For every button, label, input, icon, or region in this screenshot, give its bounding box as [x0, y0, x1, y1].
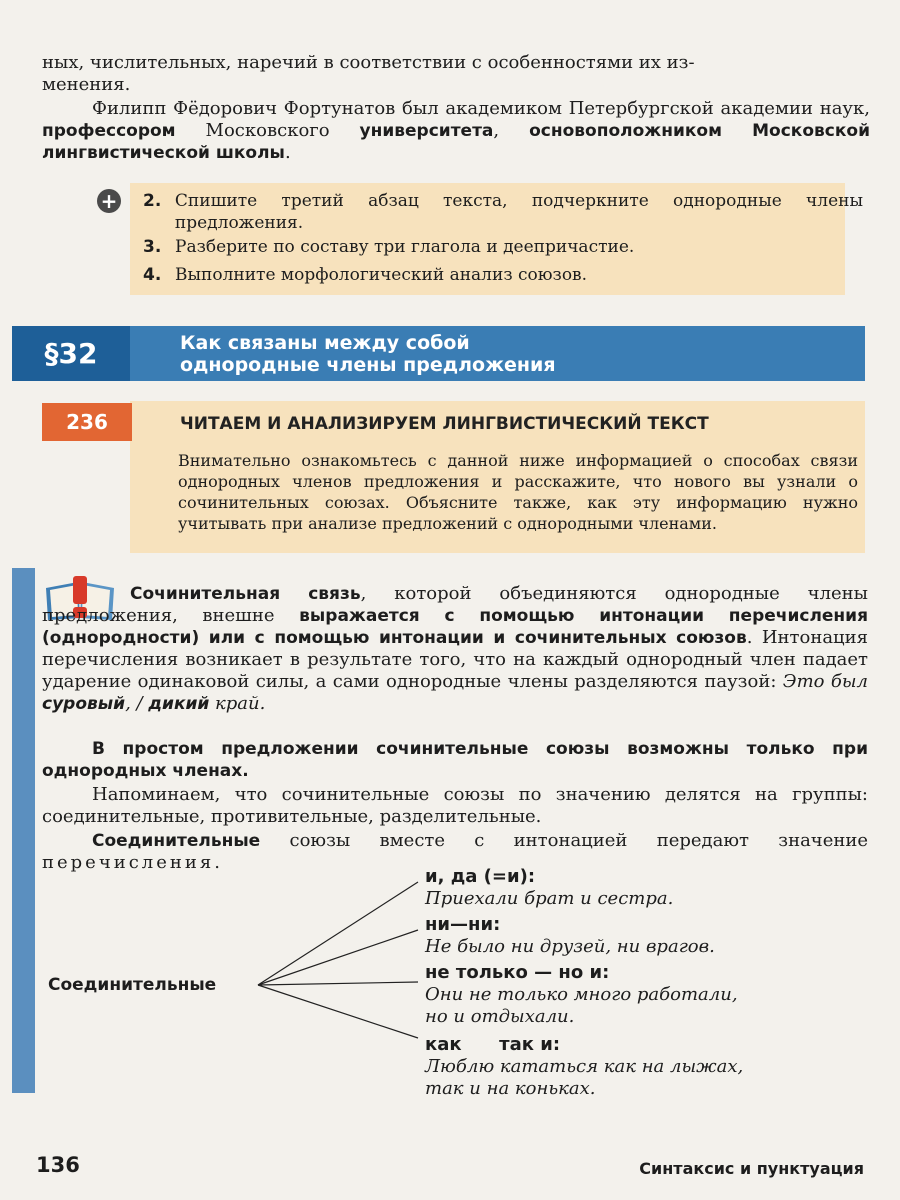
- rule-side-bar: [12, 568, 35, 1093]
- task-item: 2. Спишите третий абзац текста, подчеркните однородные члены предложения.: [143, 191, 863, 233]
- diagram-branch: не только — но и: Они не только много работали, но и отдыхали.: [425, 962, 738, 1027]
- diagram-line: [258, 982, 418, 985]
- diagram-branch: и, да (=и): Приехали брат и сестра.: [425, 866, 674, 909]
- diagram-line: [258, 930, 418, 985]
- section-number: §32: [12, 326, 130, 381]
- rule-paragraph-1: Сочинительная связь, которой объединяются однородные члены предложения, внешне выражается с помощью интонации перечисления (однородности) или с помощью интонации и сочинительных союзов. Интонация перечисления возникает в результате того, что на каждый однородный член падает ударение одинаковой силы, а сами однородные члены разделяются паузой: Это был суровый, / дикий край.: [42, 583, 868, 714]
- section-title: Как связаны между собой однородные члены предложения: [180, 332, 556, 376]
- running-footer: Синтаксис и пунктуация: [639, 1159, 864, 1178]
- intro-line-2: менения.: [42, 74, 131, 95]
- exercise-number: 236: [42, 403, 132, 441]
- exercise-text: Внимательно ознакомьтесь с данной ниже информацией о способах связи однородных членов предложения и расскажите, что нового вы узнали о сочинительных союзах. Объясните также, как эту информацию нужно учитывать при анализе предложений с однородными членами.: [178, 451, 858, 533]
- intro-line-1: ных, числительных, наречий в соответствии с особенностями их из-: [42, 52, 695, 73]
- exercise-title: ЧИТАЕМ И АНАЛИЗИРУЕМ ЛИНГВИСТИЧЕСКИЙ ТЕКСТ: [180, 414, 709, 434]
- plus-circle-icon: +: [97, 189, 121, 213]
- task-item: 4. Выполните морфологический анализ союзов.: [143, 265, 588, 285]
- diagram-root-label: Соединительные: [48, 975, 217, 995]
- diagram-line: [258, 985, 418, 1038]
- diagram-branch: как так и: Люблю кататься как на лыжах, так и на коньках.: [425, 1034, 744, 1099]
- diagram-branch: ни—ни: Не было ни друзей, ни врагов.: [425, 914, 715, 957]
- intro-paragraph: Филипп Фёдорович Фортунатов был академиком Петербургской академии наук, профессором Московского университета, основоположником Московской лингвистической школы.: [42, 98, 870, 163]
- intro-line: [42, 52, 870, 96]
- diagram-line: [258, 882, 418, 985]
- rule-paragraph-2: В простом предложении сочинительные союзы возможны только при однородных членах.: [42, 739, 868, 781]
- rule-paragraph-4: Соединительные союзы вместе с интонацией передают значение перечисления.: [42, 830, 868, 873]
- rule-paragraph-3: Напоминаем, что сочинительные союзы по значению делятся на группы: соединительные, противительные, разделительные.: [42, 784, 868, 827]
- page-number: 136: [36, 1153, 80, 1177]
- task-item: 3. Разберите по составу три глагола и деепричастие.: [143, 237, 635, 257]
